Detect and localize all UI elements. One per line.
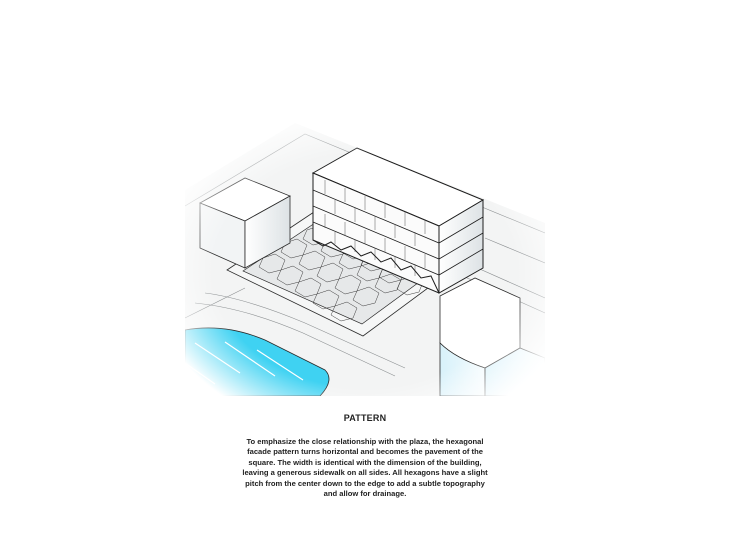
caption-title: PATTERN	[343, 413, 387, 423]
caption-line: facade pattern turns horizontal and becomes the pavement of the	[247, 447, 483, 457]
caption-body	[225, 437, 505, 499]
caption-line: To emphasize the close relationship with the plaza, the hexagonal	[246, 437, 484, 446]
caption-line: and allow for drainage.	[323, 489, 407, 499]
caption-line: square. The width is identical with the dimension of the building,	[248, 457, 482, 467]
isometric-plaza-diagram	[185, 118, 545, 396]
caption-line: leaving a generous sidewalk on all sides. All hexagons have a slight	[242, 468, 488, 478]
caption-line: pitch from the center down to the edge to add a subtle topography	[245, 478, 485, 488]
